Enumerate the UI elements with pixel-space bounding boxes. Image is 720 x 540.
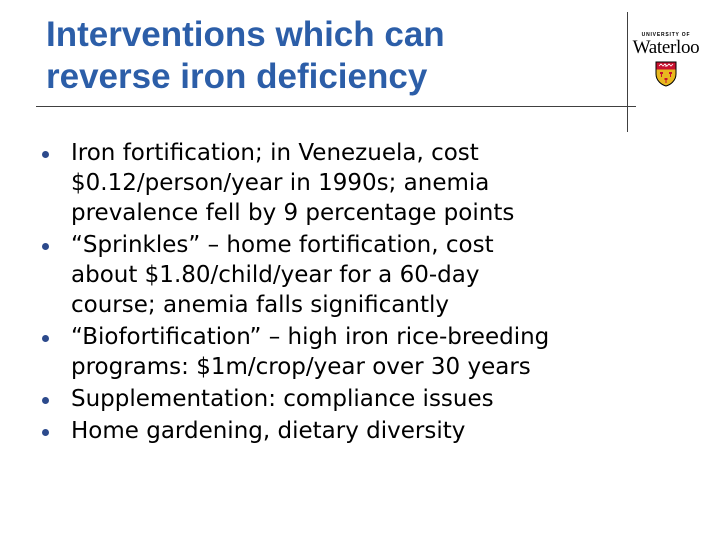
bullet-list	[40, 138, 680, 448]
slide-title	[46, 14, 586, 98]
bullet-text-line: Home gardening, dietary diversity	[71, 418, 466, 444]
title-line: Interventions which can	[46, 15, 445, 54]
bullet-text-line: “Sprinkles” – home fortification, cost	[71, 232, 494, 258]
list-item	[40, 230, 680, 320]
university-logo	[630, 32, 702, 87]
list-item	[40, 138, 680, 228]
list-item	[40, 384, 680, 414]
logo-wordmark: Waterloo	[632, 37, 700, 58]
bullet-text-line: about $1.80/child/year for a 60-day	[71, 262, 480, 288]
title-divider-vertical	[627, 12, 628, 132]
university-crest-icon	[655, 61, 677, 87]
bullet-text-line: prevalence fell by 9 percentage points	[71, 200, 515, 226]
bullet-dot-icon	[42, 151, 49, 158]
title-line: reverse iron deficiency	[46, 57, 428, 96]
bullet-dot-icon	[42, 243, 49, 250]
list-item	[40, 416, 680, 446]
bullet-text-line: Iron fortification; in Venezuela, cost	[71, 140, 479, 166]
bullet-text-line: $0.12/person/year in 1990s; anemia	[71, 170, 490, 196]
bullet-dot-icon	[42, 397, 49, 404]
logo-small-text: UNIVERSITY OF	[641, 32, 691, 38]
bullet-text-line: course; anemia falls significantly	[71, 292, 449, 318]
bullet-dot-icon	[42, 335, 49, 342]
list-item	[40, 322, 680, 382]
bullet-text-line: Supplementation: compliance issues	[71, 386, 494, 412]
bullet-text-line: “Biofortification” – high iron rice-breeding	[71, 324, 550, 350]
title-divider-horizontal	[36, 106, 636, 107]
bullet-text-line: programs: $1m/crop/year over 30 years	[71, 354, 531, 380]
bullet-dot-icon	[42, 429, 49, 436]
